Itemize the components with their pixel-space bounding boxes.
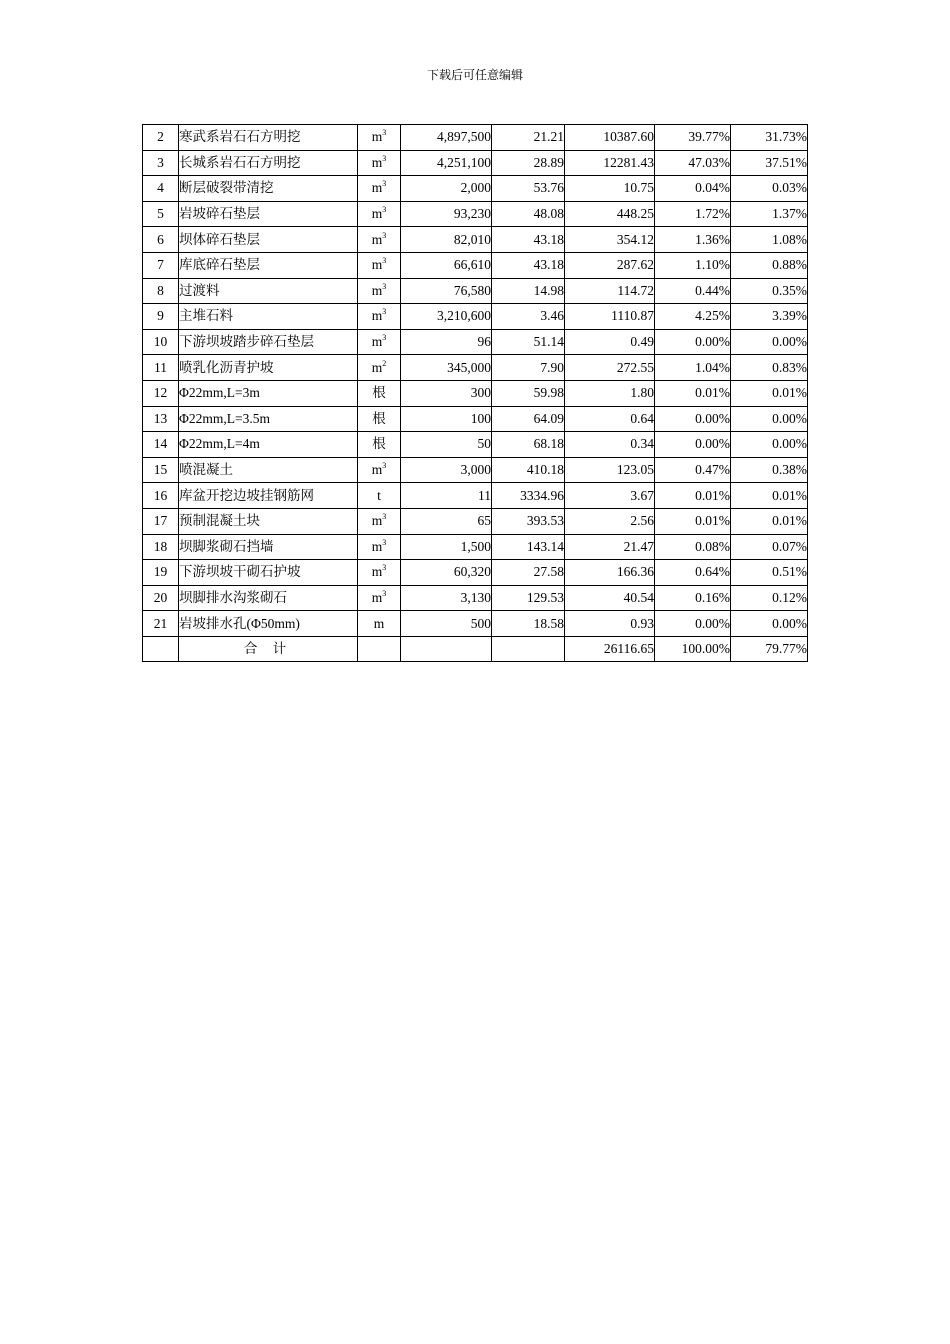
total-empty-cell <box>401 636 492 662</box>
percent-cell: 1.04% <box>655 355 731 381</box>
unit-cell <box>358 560 401 586</box>
item-name-cell: 下游坝坡踏步碎石垫层 <box>179 329 358 355</box>
percent-total-cell: 1.37% <box>731 201 808 227</box>
unit-cell <box>358 534 401 560</box>
unit-text: m <box>371 154 383 170</box>
unit-cell <box>358 457 401 483</box>
percent-total-cell: 0.07% <box>731 534 808 560</box>
item-name-cell: 寒武系岩石石方明挖 <box>179 125 358 151</box>
percent-total-cell: 0.00% <box>731 432 808 458</box>
item-number-cell: 16 <box>143 483 179 509</box>
unit-exponent: 3 <box>382 588 387 598</box>
total-percent-total-cell: 79.77% <box>731 636 808 662</box>
item-number-cell: 5 <box>143 201 179 227</box>
item-number-cell: 12 <box>143 380 179 406</box>
table-row <box>143 560 808 586</box>
amount-cell: 1.80 <box>565 380 655 406</box>
percent-cell: 1.36% <box>655 227 731 253</box>
unit-cell <box>358 406 401 432</box>
unit-text: m <box>371 513 383 529</box>
unit-price-cell: 393.53 <box>492 508 565 534</box>
unit-price-cell: 48.08 <box>492 201 565 227</box>
amount-cell: 1110.87 <box>565 304 655 330</box>
quantity-cell: 76,580 <box>401 278 492 304</box>
unit-cell <box>358 432 401 458</box>
item-name-cell: 过渡料 <box>179 278 358 304</box>
unit-text: 根 <box>372 410 386 426</box>
unit-exponent: 3 <box>382 205 387 215</box>
percent-cell: 47.03% <box>655 150 731 176</box>
unit-exponent: 3 <box>382 307 387 317</box>
item-name-cell: 库盆开挖边坡挂钢筋网 <box>179 483 358 509</box>
item-number-cell: 15 <box>143 457 179 483</box>
item-name-cell: 预制混凝土块 <box>179 508 358 534</box>
amount-cell: 0.64 <box>565 406 655 432</box>
unit-exponent: 3 <box>382 281 387 291</box>
unit-text: m <box>371 231 383 247</box>
table-row <box>143 611 808 637</box>
unit-text: 根 <box>372 385 386 401</box>
amount-cell: 40.54 <box>565 585 655 611</box>
unit-cell <box>358 380 401 406</box>
item-number-cell: 6 <box>143 227 179 253</box>
table-row <box>143 457 808 483</box>
item-number-cell: 13 <box>143 406 179 432</box>
unit-price-cell: 27.58 <box>492 560 565 586</box>
quantity-cell: 300 <box>401 380 492 406</box>
percent-total-cell: 0.01% <box>731 508 808 534</box>
amount-cell: 287.62 <box>565 252 655 278</box>
unit-exponent: 3 <box>382 563 387 573</box>
amount-cell: 0.34 <box>565 432 655 458</box>
unit-cell <box>358 585 401 611</box>
unit-exponent: 3 <box>382 333 387 343</box>
quantity-cell: 66,610 <box>401 252 492 278</box>
quantity-cell: 3,130 <box>401 585 492 611</box>
amount-cell: 448.25 <box>565 201 655 227</box>
quantity-cell: 60,320 <box>401 560 492 586</box>
unit-price-cell: 28.89 <box>492 150 565 176</box>
table-row <box>143 150 808 176</box>
item-number-cell: 14 <box>143 432 179 458</box>
quantity-cell: 11 <box>401 483 492 509</box>
amount-cell: 3.67 <box>565 483 655 509</box>
unit-price-cell: 43.18 <box>492 227 565 253</box>
total-empty-cell <box>492 636 565 662</box>
unit-text: m <box>371 538 383 554</box>
percent-cell: 1.10% <box>655 252 731 278</box>
item-name-cell: 长城系岩石石方明挖 <box>179 150 358 176</box>
item-number-cell: 7 <box>143 252 179 278</box>
percent-cell: 0.01% <box>655 483 731 509</box>
unit-text: 根 <box>372 436 386 452</box>
unit-exponent: 3 <box>382 128 387 138</box>
unit-exponent: 3 <box>382 230 387 240</box>
table-row <box>143 355 808 381</box>
unit-price-cell: 3334.96 <box>492 483 565 509</box>
unit-text: m <box>371 180 383 196</box>
percent-cell: 0.01% <box>655 380 731 406</box>
quantity-cell: 3,000 <box>401 457 492 483</box>
unit-price-cell: 43.18 <box>492 252 565 278</box>
table-row <box>143 304 808 330</box>
unit-price-cell: 64.09 <box>492 406 565 432</box>
unit-price-cell: 143.14 <box>492 534 565 560</box>
table-row <box>143 406 808 432</box>
item-number-cell: 10 <box>143 329 179 355</box>
item-number-cell: 18 <box>143 534 179 560</box>
item-number-cell: 8 <box>143 278 179 304</box>
item-name-cell: Φ22mm,L=4m <box>179 432 358 458</box>
item-name-cell: Φ22mm,L=3m <box>179 380 358 406</box>
quantity-cell: 96 <box>401 329 492 355</box>
quantity-cell: 500 <box>401 611 492 637</box>
quantity-cell: 4,251,100 <box>401 150 492 176</box>
quantity-cell: 93,230 <box>401 201 492 227</box>
percent-cell: 1.72% <box>655 201 731 227</box>
unit-cell <box>358 508 401 534</box>
table-row <box>143 125 808 151</box>
quantity-cell: 100 <box>401 406 492 432</box>
quantity-cell: 1,500 <box>401 534 492 560</box>
unit-price-cell: 410.18 <box>492 457 565 483</box>
item-number-cell: 19 <box>143 560 179 586</box>
amount-cell: 123.05 <box>565 457 655 483</box>
unit-exponent: 3 <box>382 256 387 266</box>
table-body <box>143 125 808 662</box>
amount-cell: 10387.60 <box>565 125 655 151</box>
unit-text: m <box>371 282 383 298</box>
item-name-cell: 坝脚排水沟浆砌石 <box>179 585 358 611</box>
unit-text: m <box>371 462 383 478</box>
table-row <box>143 483 808 509</box>
unit-cell <box>358 329 401 355</box>
table-row <box>143 432 808 458</box>
unit-exponent: 2 <box>382 358 387 368</box>
percent-total-cell: 0.00% <box>731 406 808 432</box>
unit-cell <box>358 304 401 330</box>
unit-price-cell: 68.18 <box>492 432 565 458</box>
quantity-table <box>142 124 808 662</box>
amount-cell: 272.55 <box>565 355 655 381</box>
amount-cell: 114.72 <box>565 278 655 304</box>
unit-price-cell: 21.21 <box>492 125 565 151</box>
item-name-cell: 坝体碎石垫层 <box>179 227 358 253</box>
unit-cell <box>358 252 401 278</box>
percent-cell: 0.00% <box>655 329 731 355</box>
unit-text: m <box>371 589 383 605</box>
total-percent-cell: 100.00% <box>655 636 731 662</box>
table-row <box>143 329 808 355</box>
item-name-cell: 库底碎石垫层 <box>179 252 358 278</box>
quantity-cell: 345,000 <box>401 355 492 381</box>
unit-price-cell: 59.98 <box>492 380 565 406</box>
unit-cell <box>358 483 401 509</box>
percent-total-cell: 0.01% <box>731 380 808 406</box>
amount-cell: 2.56 <box>565 508 655 534</box>
unit-cell <box>358 125 401 151</box>
percent-cell: 4.25% <box>655 304 731 330</box>
percent-cell: 0.00% <box>655 611 731 637</box>
item-number-cell: 2 <box>143 125 179 151</box>
item-name-cell: 岩坡排水孔(Φ50mm) <box>179 611 358 637</box>
unit-text: m <box>371 257 383 273</box>
unit-text: m <box>371 359 383 375</box>
item-name-cell: 主堆石料 <box>179 304 358 330</box>
unit-exponent: 3 <box>382 461 387 471</box>
unit-price-cell: 7.90 <box>492 355 565 381</box>
table-row <box>143 252 808 278</box>
item-name-cell: 岩坡碎石垫层 <box>179 201 358 227</box>
item-number-cell: 11 <box>143 355 179 381</box>
unit-text: m <box>373 615 385 631</box>
unit-cell <box>358 611 401 637</box>
item-number-cell: 21 <box>143 611 179 637</box>
unit-text: t <box>377 487 381 503</box>
unit-exponent: 3 <box>382 179 387 189</box>
table-row <box>143 534 808 560</box>
quantity-cell: 2,000 <box>401 176 492 202</box>
unit-cell <box>358 355 401 381</box>
item-number-cell: 3 <box>143 150 179 176</box>
unit-exponent: 3 <box>382 153 387 163</box>
table-row <box>143 278 808 304</box>
item-name-cell: 坝脚浆砌石挡墙 <box>179 534 358 560</box>
percent-cell: 0.16% <box>655 585 731 611</box>
percent-total-cell: 0.38% <box>731 457 808 483</box>
unit-price-cell: 51.14 <box>492 329 565 355</box>
unit-cell <box>358 150 401 176</box>
amount-cell: 354.12 <box>565 227 655 253</box>
unit-price-cell: 18.58 <box>492 611 565 637</box>
percent-cell: 0.01% <box>655 508 731 534</box>
unit-exponent: 3 <box>382 537 387 547</box>
unit-cell <box>358 278 401 304</box>
percent-cell: 0.00% <box>655 432 731 458</box>
total-empty-cell <box>143 636 179 662</box>
amount-cell: 166.36 <box>565 560 655 586</box>
percent-total-cell: 0.51% <box>731 560 808 586</box>
item-number-cell: 17 <box>143 508 179 534</box>
unit-text: m <box>371 308 383 324</box>
table-row <box>143 201 808 227</box>
percent-total-cell: 0.12% <box>731 585 808 611</box>
total-row <box>143 636 808 662</box>
percent-total-cell: 0.35% <box>731 278 808 304</box>
percent-total-cell: 31.73% <box>731 125 808 151</box>
unit-exponent: 3 <box>382 512 387 522</box>
table-row <box>143 380 808 406</box>
unit-text: m <box>371 334 383 350</box>
percent-total-cell: 0.03% <box>731 176 808 202</box>
unit-price-cell: 53.76 <box>492 176 565 202</box>
percent-cell: 0.64% <box>655 560 731 586</box>
percent-total-cell: 0.00% <box>731 329 808 355</box>
total-label-cell: 合 计 <box>179 636 358 662</box>
quantity-cell: 4,897,500 <box>401 125 492 151</box>
percent-total-cell: 0.88% <box>731 252 808 278</box>
percent-cell: 0.00% <box>655 406 731 432</box>
total-empty-cell <box>358 636 401 662</box>
page-header: 下载后可任意编辑 <box>426 68 523 82</box>
percent-cell: 0.08% <box>655 534 731 560</box>
unit-cell <box>358 227 401 253</box>
amount-cell: 0.93 <box>565 611 655 637</box>
item-name-cell: 断层破裂带清挖 <box>179 176 358 202</box>
item-name-cell: 喷混凝土 <box>179 457 358 483</box>
percent-cell: 39.77% <box>655 125 731 151</box>
amount-cell: 21.47 <box>565 534 655 560</box>
quantity-cell: 82,010 <box>401 227 492 253</box>
percent-total-cell: 0.01% <box>731 483 808 509</box>
percent-cell: 0.47% <box>655 457 731 483</box>
percent-total-cell: 3.39% <box>731 304 808 330</box>
unit-cell <box>358 201 401 227</box>
unit-text: m <box>371 129 383 145</box>
unit-cell <box>358 176 401 202</box>
unit-price-cell: 14.98 <box>492 278 565 304</box>
percent-total-cell: 1.08% <box>731 227 808 253</box>
item-number-cell: 9 <box>143 304 179 330</box>
table-row <box>143 585 808 611</box>
percent-total-cell: 0.00% <box>731 611 808 637</box>
unit-text: m <box>371 206 383 222</box>
percent-cell: 0.04% <box>655 176 731 202</box>
table-row <box>143 176 808 202</box>
item-name-cell: Φ22mm,L=3.5m <box>179 406 358 432</box>
amount-cell: 10.75 <box>565 176 655 202</box>
table-row <box>143 227 808 253</box>
item-number-cell: 4 <box>143 176 179 202</box>
percent-total-cell: 0.83% <box>731 355 808 381</box>
item-name-cell: 下游坝坡干砌石护坡 <box>179 560 358 586</box>
amount-cell: 0.49 <box>565 329 655 355</box>
quantity-cell: 3,210,600 <box>401 304 492 330</box>
quantity-cell: 50 <box>401 432 492 458</box>
unit-text: m <box>371 564 383 580</box>
table-row <box>143 508 808 534</box>
percent-total-cell: 37.51% <box>731 150 808 176</box>
total-amount-cell: 26116.65 <box>565 636 655 662</box>
percent-cell: 0.44% <box>655 278 731 304</box>
quantity-cell: 65 <box>401 508 492 534</box>
amount-cell: 12281.43 <box>565 150 655 176</box>
item-number-cell: 20 <box>143 585 179 611</box>
item-name-cell: 喷乳化沥青护坡 <box>179 355 358 381</box>
unit-price-cell: 129.53 <box>492 585 565 611</box>
unit-price-cell: 3.46 <box>492 304 565 330</box>
